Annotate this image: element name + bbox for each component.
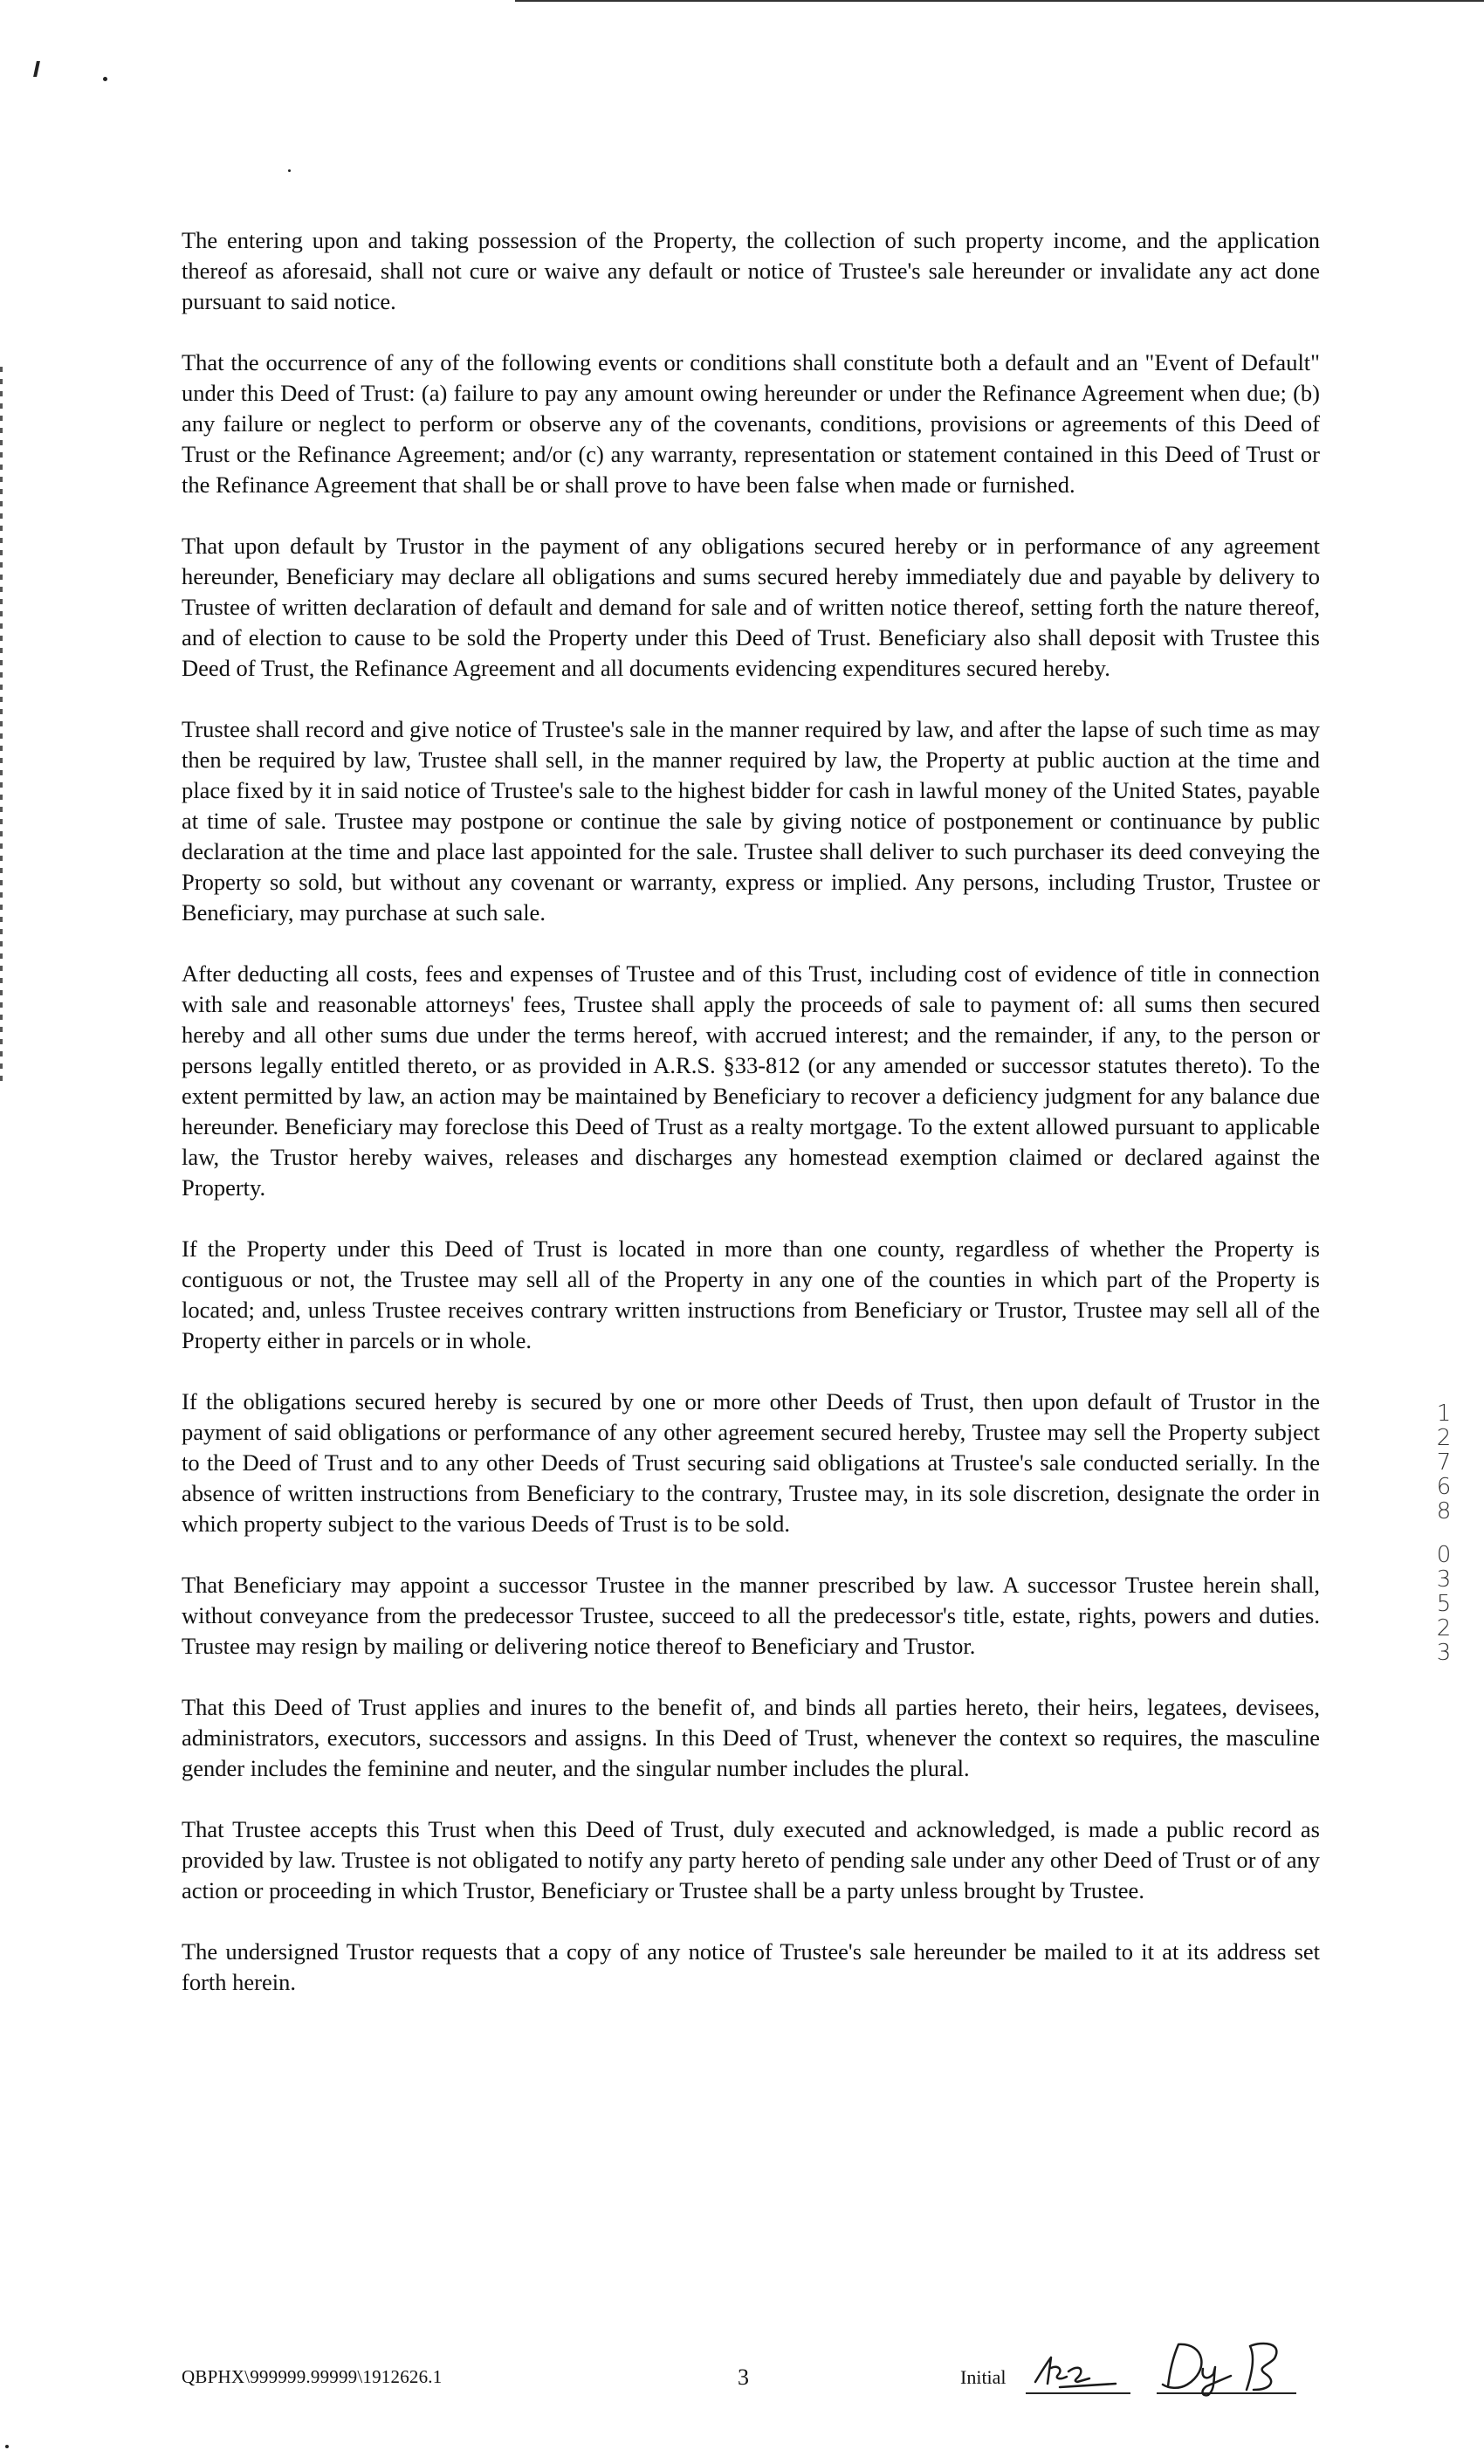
- paragraph: The entering upon and taking possession of the Property, the collection of such property income, and the application thereof as aforesaid, shall not cure or waive any default or notice of Trustee's sale hereunder or invalidate any act done pursuant to said notice.: [182, 227, 1320, 314]
- paragraph: That this Deed of Trust applies and inures to the benefit of, and binds all parties hereto, their heirs, legatees, devisees, administrators, executors, successors and assigns. In this Deed of Trust, whenever the context so requires, the masculine gender includes the feminine and neuter, and the singular number includes the plural.: [182, 1694, 1320, 1781]
- stamp-digit: 3: [1436, 1640, 1452, 1666]
- paragraph: That the occurrence of any of the following events or conditions shall constitute both a default and an "Event of Default" under this Deed of Trust: (a) failure to pay any amount owing hereunder or under the Refinance Agreement when due; (b) any failure or neglect to perform or observe any of the covenants, conditions, provisions or agreements of this Deed of Trust or the Refinance Agreement; and/or (c) any warranty, representation or statement contained in this Deed of Trust or the Refinance Agreement that shall be or shall prove to have been false when made or furnished.: [182, 349, 1320, 498]
- scan-speck: [33, 61, 40, 77]
- paragraph: If the Property under this Deed of Trust is located in more than one county, regardless of whether the Property is contiguous or not, the Trustee may sell all of the Property in any one of the counties in which part of the Property is located; and, unless Trustee receives contrary written instructions from Beneficiary or Trustor, Trustee may sell all of the Property either in parcels or in whole.: [182, 1235, 1320, 1353]
- stamp-digit: 6: [1436, 1474, 1452, 1500]
- paragraph: Trustee shall record and give notice of Trustee's sale in the manner required by law, and after the lapse of such time as may then be required by law, Trustee shall sell, in the manner required by law, the Property at public auction at the time and place fixed by it in said notice of Trustee's sale to the highest bidder for cash in lawful money of the United States, payable at time of sale. Trustee may postpone or continue the sale by giving notice of postponement or continuance by public declaration at the time and place last appointed for the sale. Trustee shall deliver to such purchaser its deed conveying the Property so sold, but without any covenant or warranty, express or implied. Any persons, including Trustor, Trustee or Beneficiary, may purchase at such sale.: [182, 716, 1320, 926]
- paragraph: That upon default by Trustor in the payment of any obligations secured hereby or in performance of any agreement hereunder, Beneficiary may declare all obligations and sums secured hereby immediately due and payable by delivery to Trustee of written declaration of default and demand for sale and of written notice thereof, setting forth the nature thereof, and of election to cause to be sold the Property under this Deed of Trust. Beneficiary also shall deposit with Trustee this Deed of Trust, the Refinance Agreement and all documents evidencing expenditures secured hereby.: [182, 533, 1320, 681]
- paragraph: The undersigned Trustor requests that a copy of any notice of Trustee's sale hereunder be mailed to it at its address set forth herein.: [182, 1938, 1320, 1995]
- stamp-digit: 7: [1436, 1449, 1452, 1476]
- stamp-digit: 1: [1436, 1401, 1452, 1427]
- stamp-digit: 2: [1436, 1425, 1452, 1451]
- paragraph: That Beneficiary may appoint a successor Trustee in the manner prescribed by law. A successor Trustee herein shall, without conveyance from the predecessor Trustee, succeed to all the predecessor's title, estate, rights, powers and duties. Trustee may resign by mailing or delivering notice thereof to Beneficiary and Trustor.: [182, 1572, 1320, 1659]
- stamp-digit: 5: [1436, 1591, 1452, 1617]
- scan-speck: [5, 2445, 9, 2448]
- top-border-line: [515, 0, 1484, 2]
- recording-number-stamp: [1425, 1401, 1463, 1665]
- document-id: QBPHX\999999.99999\1912626.1: [182, 2366, 443, 2387]
- initial-label: Initial: [960, 2366, 1007, 2388]
- stamp-digit: 2: [1436, 1615, 1452, 1642]
- paragraph: That Trustee accepts this Trust when this Deed of Trust, duly executed and acknowledged, is made a public record as provided by law. Trustee is not obligated to notify any party hereto of pending sale under any other Deed of Trust or of any action or proceeding in which Trustor, Beneficiary or Trustee shall be a party unless brought by Trustee.: [182, 1816, 1320, 1903]
- page-number: 3: [738, 2364, 749, 2390]
- stamp-digit: 3: [1436, 1566, 1452, 1593]
- initial-line: [1026, 2392, 1130, 2394]
- handwritten-initials: [1152, 2336, 1305, 2397]
- stamp-digit: 0: [1436, 1542, 1452, 1568]
- recording-number-part-2: [1437, 1543, 1452, 1665]
- scan-edge-artifact: [0, 367, 3, 1083]
- paragraph: After deducting all costs, fees and expenses of Trustee and of this Trust, including cost of evidence of title in connection with sale and reasonable attorneys' fees, Trustee shall apply the proceeds of sale to payment of: all sums then secured hereby and all other sums due under the terms hereof, with accrued interest; and the remainder, if any, to the person or persons legally entitled thereto, or as provided in A.R.S. §33-812 (or any amended or successor statutes thereto). To the extent permitted by law, an action may be maintained by Beneficiary to recover a deficiency judgment for any balance due hereunder. Beneficiary may foreclose this Deed of Trust as a realty mortgage. To the extent allowed pursuant to applicable law, the Trustor hereby waives, releases and discharges any homestead exemption claimed or declared against the Property.: [182, 960, 1320, 1201]
- stamp-digit: 8: [1436, 1498, 1452, 1525]
- scan-speck: [288, 169, 291, 172]
- paragraph: If the obligations secured hereby is secured by one or more other Deeds of Trust, then upon default of Trustor in the payment of said obligations or performance of any other agreement secured hereby, Trustee may sell the Property subject to the Deed of Trust and to any other Deeds of Trust securing said obligations at Trustee's sale conducted serially. In the absence of written instructions from Beneficiary to the contrary, Trustee may, in its sole discretion, designate the order in which property subject to the various Deeds of Trust is to be sold.: [182, 1388, 1320, 1537]
- recording-number-part-1: [1437, 1401, 1452, 1524]
- scan-speck: [103, 77, 107, 81]
- document-body: [182, 225, 1320, 2028]
- handwritten-initials: [1028, 2349, 1133, 2392]
